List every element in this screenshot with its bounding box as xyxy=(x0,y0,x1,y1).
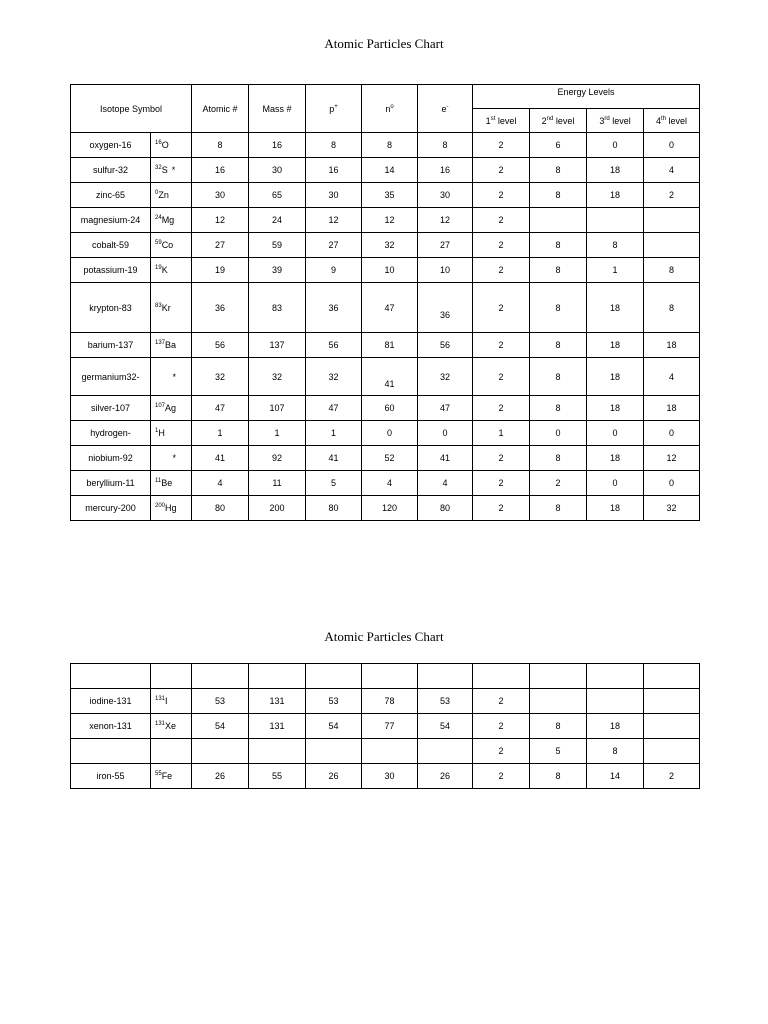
l3-cell: 18 xyxy=(587,496,644,521)
n-cell: 47 xyxy=(362,283,418,333)
element-symbol: Kr xyxy=(161,302,171,313)
table-row xyxy=(71,714,700,739)
p-cell: 36 xyxy=(306,283,362,333)
chart-title-2: Atomic Particles Chart xyxy=(324,629,444,644)
p-cell: 80 xyxy=(306,496,362,521)
l2-cell xyxy=(530,664,587,689)
p-cell: 32 xyxy=(306,358,362,396)
p-cell: 56 xyxy=(306,333,362,358)
e-cell: 0 xyxy=(418,421,473,446)
level-1-text: level xyxy=(495,115,517,126)
atomic-cell: 56 xyxy=(192,333,249,358)
l4-cell: 4 xyxy=(644,358,700,396)
isotope-name-cell: zinc-65 xyxy=(71,183,151,208)
mass-cell: 24 xyxy=(249,208,306,233)
l2-cell: 8 xyxy=(530,446,587,471)
p-cell: 27 xyxy=(306,233,362,258)
protons-sup: + xyxy=(334,103,338,110)
atomic-cell: 80 xyxy=(192,496,249,521)
table-row xyxy=(71,764,700,789)
l2-cell: 5 xyxy=(530,739,587,764)
e-value: 36 xyxy=(440,309,451,320)
header-electrons xyxy=(418,85,473,133)
table-row xyxy=(71,689,700,714)
l2-cell: 8 xyxy=(530,258,587,283)
level-2-num: 2 xyxy=(541,115,547,126)
n-cell: 60 xyxy=(362,396,418,421)
table-row xyxy=(71,739,700,764)
l3-cell: 14 xyxy=(587,764,644,789)
l3-cell: 8 xyxy=(587,233,644,258)
n-cell xyxy=(362,358,418,396)
l3-cell: 18 xyxy=(587,446,644,471)
table-row xyxy=(71,358,700,396)
l2-cell: 2 xyxy=(530,471,587,496)
mass-number-sup: 83 xyxy=(155,302,162,309)
level-2-text: level xyxy=(553,115,575,126)
l1-cell: 2 xyxy=(473,496,530,521)
atomic-cell xyxy=(192,664,249,689)
mass-number-sup: 107 xyxy=(155,403,166,409)
l1-cell: 2 xyxy=(473,183,530,208)
atomic-cell: 12 xyxy=(192,208,249,233)
l4-cell xyxy=(644,664,700,689)
l3-cell: 0 xyxy=(587,133,644,158)
l4-cell: 2 xyxy=(644,183,700,208)
e-cell xyxy=(418,283,473,333)
mass-cell: 83 xyxy=(249,283,306,333)
p-cell xyxy=(306,664,362,689)
mass-number-sup: 19 xyxy=(155,265,162,271)
level-1-num: 1 xyxy=(485,115,491,126)
isotope-symbol-cell xyxy=(151,183,192,208)
mass-cell xyxy=(249,664,306,689)
element-symbol: O xyxy=(161,140,169,150)
isotope-name-cell: silver-107 xyxy=(71,396,151,421)
header-mass-number: Mass # xyxy=(249,85,306,133)
atomic-particles-table-2 xyxy=(70,663,700,789)
l1-cell xyxy=(473,664,530,689)
atomic-cell: 47 xyxy=(192,396,249,421)
level-3-sup: rd xyxy=(604,115,610,122)
l4-cell xyxy=(644,739,700,764)
mass-number-sup: 131 xyxy=(155,696,166,702)
table-row xyxy=(71,396,700,421)
table-row xyxy=(71,158,700,183)
e-cell: 16 xyxy=(418,158,473,183)
l3-cell: 1 xyxy=(587,258,644,283)
isotope-name-cell xyxy=(71,664,151,689)
p-cell: 16 xyxy=(306,158,362,183)
p-cell: 5 xyxy=(306,471,362,496)
e-cell: 56 xyxy=(418,333,473,358)
level-2-sup: nd xyxy=(546,115,554,122)
isotope-symbol-cell xyxy=(151,283,192,333)
isotope-name-cell: sulfur-32 xyxy=(71,158,151,183)
p-cell xyxy=(306,739,362,764)
table-row xyxy=(71,421,700,446)
n-cell: 81 xyxy=(362,333,418,358)
level-1-sup: st xyxy=(490,115,496,122)
level-3-num: 3 xyxy=(599,115,605,126)
e-cell xyxy=(418,664,473,689)
n-cell: 35 xyxy=(362,183,418,208)
l4-cell xyxy=(644,714,700,739)
level-4-text: level xyxy=(666,115,688,126)
mass-number-sup: 0 xyxy=(155,190,159,196)
mass-cell: 200 xyxy=(249,496,306,521)
l4-cell: 0 xyxy=(644,133,700,158)
n-cell: 8 xyxy=(362,133,418,158)
l1-cell: 2 xyxy=(473,396,530,421)
l4-cell: 0 xyxy=(644,471,700,496)
l1-cell: 2 xyxy=(473,258,530,283)
atomic-cell: 54 xyxy=(192,714,249,739)
isotope-name-cell: germanium32- xyxy=(71,358,151,396)
p-cell: 9 xyxy=(306,258,362,283)
n-cell: 14 xyxy=(362,158,418,183)
mass-number-sup: 55 xyxy=(155,771,162,777)
l3-cell: 18 xyxy=(587,358,644,396)
p-cell: 1 xyxy=(306,421,362,446)
p-cell: 30 xyxy=(306,183,362,208)
l2-cell: 8 xyxy=(530,496,587,521)
e-cell xyxy=(418,739,473,764)
l1-cell: 1 xyxy=(473,421,530,446)
isotope-symbol-cell xyxy=(151,358,192,396)
mass-number-sup: 131 xyxy=(155,721,166,727)
atomic-cell: 27 xyxy=(192,233,249,258)
isotope-symbol-cell xyxy=(151,471,192,496)
level-4-sup: th xyxy=(661,115,667,122)
e-cell: 30 xyxy=(418,183,473,208)
n-value: 41 xyxy=(384,378,395,389)
isotope-name-cell: niobium-92 xyxy=(71,446,151,471)
l2-cell: 6 xyxy=(530,133,587,158)
table-row xyxy=(71,333,700,358)
n-cell: 10 xyxy=(362,258,418,283)
l4-cell: 2 xyxy=(644,764,700,789)
element-symbol: Zn xyxy=(158,190,169,200)
l4-cell: 8 xyxy=(644,283,700,333)
isotope-symbol-cell xyxy=(151,158,192,183)
header-protons xyxy=(306,85,362,133)
l1-cell: 2 xyxy=(473,714,530,739)
l1-cell: 2 xyxy=(473,333,530,358)
mass-cell: 32 xyxy=(249,358,306,396)
mass-cell: 92 xyxy=(249,446,306,471)
header-level-2 xyxy=(530,109,587,133)
l2-cell: 8 xyxy=(530,183,587,208)
header-row xyxy=(71,85,700,109)
table-row xyxy=(71,283,700,333)
element-symbol: Fe xyxy=(161,771,173,781)
element-symbol: Hg xyxy=(165,503,177,513)
table-row xyxy=(71,183,700,208)
isotope-name-cell: krypton-83 xyxy=(71,283,151,333)
atomic-cell: 26 xyxy=(192,764,249,789)
l3-cell: 18 xyxy=(587,283,644,333)
l3-cell: 18 xyxy=(587,158,644,183)
level-4-num: 4 xyxy=(656,115,662,126)
l3-cell: 0 xyxy=(587,471,644,496)
isotope-name-cell: magnesium-24 xyxy=(71,208,151,233)
header-level-4 xyxy=(644,109,700,133)
l2-cell: 8 xyxy=(530,233,587,258)
mass-number-sup: 11 xyxy=(155,478,162,484)
table-row xyxy=(71,446,700,471)
asterisk-mark: * xyxy=(172,453,177,463)
mass-cell: 11 xyxy=(249,471,306,496)
mass-cell: 39 xyxy=(249,258,306,283)
isotope-symbol-cell xyxy=(151,233,192,258)
l2-cell: 8 xyxy=(530,283,587,333)
mass-number-sup: 200 xyxy=(155,503,166,509)
mass-cell: 55 xyxy=(249,764,306,789)
atomic-cell: 30 xyxy=(192,183,249,208)
e-cell: 53 xyxy=(418,689,473,714)
isotope-name-cell: hydrogen- xyxy=(71,421,151,446)
l1-cell: 2 xyxy=(473,446,530,471)
element-symbol: H xyxy=(158,428,165,438)
element-symbol: Co xyxy=(161,240,174,250)
l2-cell: 8 xyxy=(530,714,587,739)
atomic-particles-table-1 xyxy=(70,84,700,521)
mass-cell: 16 xyxy=(249,133,306,158)
l1-cell: 2 xyxy=(473,133,530,158)
element-symbol: Xe xyxy=(165,721,177,731)
isotope-symbol-cell xyxy=(151,333,192,358)
isotope-name-cell xyxy=(71,739,151,764)
e-cell: 27 xyxy=(418,233,473,258)
element-symbol: Mg xyxy=(161,215,175,225)
l4-cell xyxy=(644,689,700,714)
atomic-cell: 16 xyxy=(192,158,249,183)
isotope-symbol-cell xyxy=(151,689,192,714)
e-cell: 54 xyxy=(418,714,473,739)
n-cell: 78 xyxy=(362,689,418,714)
n-cell xyxy=(362,739,418,764)
l1-cell: 2 xyxy=(473,208,530,233)
l4-cell: 8 xyxy=(644,258,700,283)
table-row xyxy=(71,471,700,496)
table-row xyxy=(71,233,700,258)
isotope-symbol-cell xyxy=(151,258,192,283)
mass-cell xyxy=(249,739,306,764)
l3-cell: 18 xyxy=(587,333,644,358)
n-cell: 4 xyxy=(362,471,418,496)
n-cell xyxy=(362,664,418,689)
p-cell: 26 xyxy=(306,764,362,789)
electrons-sup: - xyxy=(446,103,449,110)
l4-cell: 18 xyxy=(644,333,700,358)
isotope-symbol-cell xyxy=(151,446,192,471)
l2-cell: 8 xyxy=(530,358,587,396)
l2-cell: 8 xyxy=(530,333,587,358)
l3-cell xyxy=(587,208,644,233)
isotope-name-cell: potassium-19 xyxy=(71,258,151,283)
n-cell: 120 xyxy=(362,496,418,521)
p-cell: 54 xyxy=(306,714,362,739)
electrons-label: e xyxy=(441,103,447,114)
l1-cell: 2 xyxy=(473,739,530,764)
element-symbol: I xyxy=(165,696,168,706)
atomic-cell: 1 xyxy=(192,421,249,446)
l4-cell xyxy=(644,233,700,258)
atomic-cell: 4 xyxy=(192,471,249,496)
table-row xyxy=(71,496,700,521)
header-atomic-number: Atomic # xyxy=(192,85,249,133)
atomic-cell xyxy=(192,739,249,764)
l3-cell: 0 xyxy=(587,421,644,446)
table-row xyxy=(71,664,700,689)
table-row xyxy=(71,133,700,158)
p-cell: 53 xyxy=(306,689,362,714)
l3-cell: 18 xyxy=(587,183,644,208)
header-isotope-symbol: Isotope Symbol xyxy=(71,85,192,133)
e-cell: 26 xyxy=(418,764,473,789)
l2-cell xyxy=(530,208,587,233)
isotope-symbol-cell xyxy=(151,133,192,158)
isotope-symbol-cell xyxy=(151,421,192,446)
l3-cell xyxy=(587,689,644,714)
header-level-3 xyxy=(587,109,644,133)
mass-number-sup: 24 xyxy=(155,215,162,221)
n-cell: 0 xyxy=(362,421,418,446)
asterisk-mark: * xyxy=(171,165,176,175)
chart-title-1: Atomic Particles Chart xyxy=(324,36,444,51)
header-neutrons xyxy=(362,85,418,133)
mass-cell: 59 xyxy=(249,233,306,258)
l1-cell: 2 xyxy=(473,233,530,258)
isotope-symbol-cell xyxy=(151,208,192,233)
element-symbol: S xyxy=(161,165,168,175)
p-cell: 47 xyxy=(306,396,362,421)
element-symbol: Ag xyxy=(165,403,177,413)
l4-cell xyxy=(644,208,700,233)
e-cell: 80 xyxy=(418,496,473,521)
l1-cell: 2 xyxy=(473,358,530,396)
e-cell: 12 xyxy=(418,208,473,233)
n-cell: 77 xyxy=(362,714,418,739)
e-cell: 32 xyxy=(418,358,473,396)
mass-number-sup: 59 xyxy=(155,240,162,246)
l3-cell xyxy=(587,664,644,689)
asterisk-mark: * xyxy=(172,371,177,382)
l1-cell: 2 xyxy=(473,689,530,714)
l3-cell: 8 xyxy=(587,739,644,764)
isotope-symbol-cell xyxy=(151,496,192,521)
mass-number-sup: 32 xyxy=(155,165,162,171)
protons-label: p xyxy=(329,103,335,114)
l4-cell: 12 xyxy=(644,446,700,471)
atomic-cell: 36 xyxy=(192,283,249,333)
mass-cell: 131 xyxy=(249,689,306,714)
header-energy-levels: Energy Levels xyxy=(473,85,700,109)
element-symbol: Be xyxy=(161,478,173,488)
atomic-cell: 53 xyxy=(192,689,249,714)
l3-cell: 18 xyxy=(587,396,644,421)
mass-number-sup: 1 xyxy=(155,428,159,434)
n-cell: 12 xyxy=(362,208,418,233)
neutrons-label: n xyxy=(385,103,391,114)
e-cell: 8 xyxy=(418,133,473,158)
l1-cell: 2 xyxy=(473,283,530,333)
neutrons-sup: o xyxy=(390,103,394,110)
atomic-cell: 32 xyxy=(192,358,249,396)
p-cell: 12 xyxy=(306,208,362,233)
mass-cell: 131 xyxy=(249,714,306,739)
e-cell: 47 xyxy=(418,396,473,421)
e-cell: 10 xyxy=(418,258,473,283)
l2-cell xyxy=(530,689,587,714)
n-cell: 30 xyxy=(362,764,418,789)
isotope-name-cell: mercury-200 xyxy=(71,496,151,521)
mass-number-sup: 16 xyxy=(155,140,162,146)
element-symbol: K xyxy=(161,265,168,275)
l2-cell: 8 xyxy=(530,764,587,789)
l2-cell: 8 xyxy=(530,158,587,183)
l1-cell: 2 xyxy=(473,158,530,183)
l3-cell: 18 xyxy=(587,714,644,739)
isotope-symbol-cell xyxy=(151,664,192,689)
mass-cell: 30 xyxy=(249,158,306,183)
l2-cell: 8 xyxy=(530,396,587,421)
e-cell: 41 xyxy=(418,446,473,471)
isotope-name-cell: beryllium-11 xyxy=(71,471,151,496)
l1-cell: 2 xyxy=(473,764,530,789)
table-row xyxy=(71,208,700,233)
isotope-symbol-cell xyxy=(151,739,192,764)
mass-cell: 65 xyxy=(249,183,306,208)
l4-cell: 0 xyxy=(644,421,700,446)
atomic-cell: 41 xyxy=(192,446,249,471)
isotope-name-cell: barium-137 xyxy=(71,333,151,358)
level-3-text: level xyxy=(609,115,631,126)
isotope-symbol-cell xyxy=(151,764,192,789)
isotope-name-cell: cobalt-59 xyxy=(71,233,151,258)
element-symbol: Ba xyxy=(165,340,177,350)
isotope-name-cell: iron-55 xyxy=(71,764,151,789)
atomic-cell: 19 xyxy=(192,258,249,283)
isotope-symbol-cell xyxy=(151,714,192,739)
mass-cell: 137 xyxy=(249,333,306,358)
isotope-symbol-cell xyxy=(151,396,192,421)
isotope-name-cell: oxygen-16 xyxy=(71,133,151,158)
header-level-1 xyxy=(473,109,530,133)
mass-cell: 1 xyxy=(249,421,306,446)
atomic-cell: 8 xyxy=(192,133,249,158)
e-cell: 4 xyxy=(418,471,473,496)
l2-cell: 0 xyxy=(530,421,587,446)
l4-cell: 4 xyxy=(644,158,700,183)
n-cell: 52 xyxy=(362,446,418,471)
mass-cell: 107 xyxy=(249,396,306,421)
l1-cell: 2 xyxy=(473,471,530,496)
p-cell: 41 xyxy=(306,446,362,471)
mass-number-sup: 137 xyxy=(155,340,166,346)
l4-cell: 18 xyxy=(644,396,700,421)
n-cell: 32 xyxy=(362,233,418,258)
p-cell: 8 xyxy=(306,133,362,158)
table-row xyxy=(71,258,700,283)
l4-cell: 32 xyxy=(644,496,700,521)
isotope-name-cell: xenon-131 xyxy=(71,714,151,739)
isotope-name-cell: iodine-131 xyxy=(71,689,151,714)
